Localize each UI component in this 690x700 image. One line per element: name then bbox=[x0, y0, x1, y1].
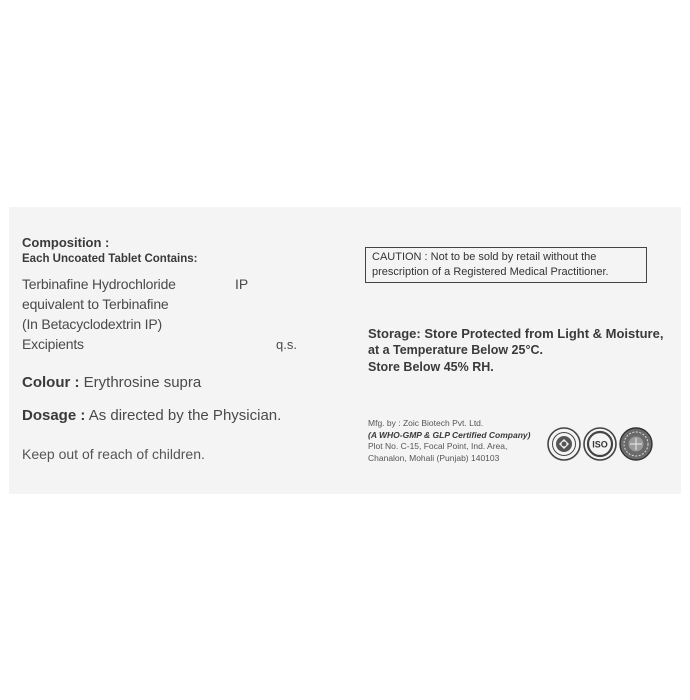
caution-line: prescription of a Registered Medical Practitioner. bbox=[372, 266, 609, 278]
storage-line: Store Protected from Light & Moisture, bbox=[424, 326, 664, 341]
composition-heading: Composition : bbox=[22, 235, 110, 250]
dosage-label: Dosage : bbox=[22, 407, 86, 424]
ingredient-line: Excipients bbox=[22, 336, 84, 352]
dosage-value: As directed by the Physician. bbox=[88, 407, 282, 424]
iso-seal-icon bbox=[583, 427, 617, 461]
ingredient-ip-suffix: IP bbox=[235, 276, 249, 292]
colour-value: Erythrosine supra bbox=[83, 374, 202, 391]
manufacturer-certification: (A WHO-GMP & GLP Certified Company) bbox=[368, 429, 531, 440]
manufacturer-address: Chanalon, Mohali (Punjab) 140103 bbox=[368, 452, 500, 463]
manufacturer-address: Plot No. C-15, Focal Point, Ind. Area, bbox=[368, 441, 508, 451]
dosage-row bbox=[22, 407, 281, 424]
storage-label: Storage: bbox=[368, 326, 421, 341]
composition-subheading: Each Uncoated Tablet Contains: bbox=[22, 253, 198, 265]
ingredient-line: (In Betacyclodextrin IP) bbox=[22, 316, 162, 332]
caution-box bbox=[365, 247, 647, 283]
excipients-qs: q.s. bbox=[276, 337, 297, 352]
medicine-carton-panel bbox=[9, 207, 681, 494]
ingredient-line: Terbinafine Hydrochloride bbox=[22, 276, 176, 292]
manufacturer-block bbox=[368, 418, 530, 464]
caution-line: CAUTION : Not to be sold by retail without the bbox=[372, 251, 597, 263]
iso-seal-text: ISO bbox=[592, 439, 608, 450]
colour-row bbox=[22, 374, 201, 391]
ingredient-line: equivalent to Terbinafine bbox=[22, 296, 169, 312]
colour-label: Colour : bbox=[22, 374, 80, 391]
storage-block bbox=[368, 325, 663, 376]
who-gmp-seal-icon bbox=[547, 427, 581, 461]
storage-line: at a Temperature Below 25°C. bbox=[368, 343, 543, 357]
children-warning: Keep out of reach of children. bbox=[22, 446, 205, 462]
storage-line: Store Below 45% RH. bbox=[368, 360, 494, 374]
glp-seal-icon bbox=[619, 427, 653, 461]
manufacturer-name: Mfg. by : Zoic Biotech Pvt. Ltd. bbox=[368, 418, 484, 428]
